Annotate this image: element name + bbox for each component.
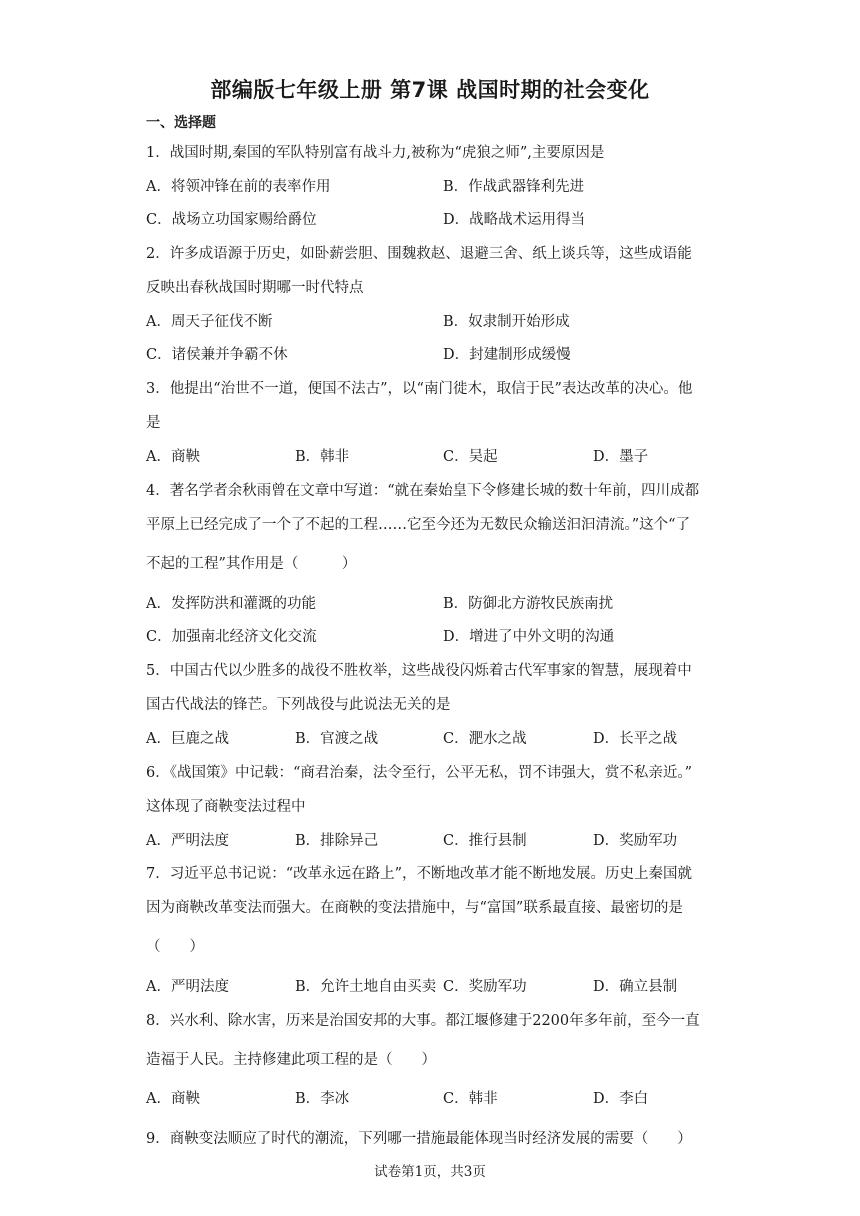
page-footer: 试卷第1页，共3页 bbox=[374, 1164, 486, 1180]
question-9-text: 9．商鞅变法顺应了时代的潮流，下列哪一措施最能体现当时经济发展的需要（ ） bbox=[146, 1131, 692, 1147]
q4-option-d: D．增进了中外文明的沟通 bbox=[443, 629, 615, 645]
q4-option-c: C．加强南北经济文化交流 bbox=[146, 629, 317, 645]
question-7-text-cont2: （ ） bbox=[146, 939, 204, 955]
q3-option-c: C．吴起 bbox=[443, 449, 498, 465]
q2-option-c: C．诸侯兼并争霸不休 bbox=[146, 347, 288, 363]
q1-option-c: C．战场立功国家赐给爵位 bbox=[146, 212, 317, 228]
q3-option-a: A．商鞅 bbox=[146, 449, 200, 465]
question-4-text-cont2: 不起的工程”其作用是（ ） bbox=[146, 556, 357, 572]
q3-option-b: B．韩非 bbox=[295, 449, 350, 465]
q1-option-d: D．战略战术运用得当 bbox=[443, 212, 586, 228]
question-7-text: 7．习近平总书记说：“改革永远在路上”，不断地改革才能不断地发展。历史上秦国就 bbox=[146, 866, 693, 882]
question-8-text-cont: 造福于人民。主持修建此项工程的是（ ） bbox=[146, 1052, 436, 1068]
q3-option-d: D．墨子 bbox=[593, 449, 649, 465]
q8-option-b: B．李冰 bbox=[295, 1091, 350, 1107]
question-7-text-cont: 因为商鞅改革变法而强大。在商鞅的变法措施中，与“富国”联系最直接、最密切的是 bbox=[146, 900, 683, 916]
q6-option-c: C．推行县制 bbox=[443, 833, 527, 849]
question-2-text: 2．许多成语源于历史，如卧薪尝胆、围魏救赵、退避三舍、纸上谈兵等，这些成语能 bbox=[146, 246, 692, 262]
q8-option-c: C．韩非 bbox=[443, 1091, 498, 1107]
q7-option-a: A．严明法度 bbox=[146, 979, 229, 995]
q7-option-c: C．奖励军功 bbox=[443, 979, 527, 995]
question-5-text: 5．中国古代以少胜多的战役不胜枚举，这些战役闪烁着古代军事家的智慧，展现着中 bbox=[146, 663, 692, 679]
question-5-text-cont: 国古代战法的锋芒。下列战役与此说法无关的是 bbox=[146, 697, 451, 713]
q6-option-a: A．严明法度 bbox=[146, 833, 229, 849]
question-8-text: 8．兴水利、除水害，历来是治国安邦的大事。都江堰修建于2200年多年前，至今一直 bbox=[146, 1013, 700, 1029]
q5-option-d: D．长平之战 bbox=[593, 731, 678, 747]
question-1-text: 1．战国时期,秦国的军队特别富有战斗力,被称为“虎狼之师”,主要原因是 bbox=[146, 145, 605, 161]
q6-option-d: D．奖励军功 bbox=[593, 833, 678, 849]
q2-option-a: A．周天子征伐不断 bbox=[146, 314, 273, 330]
q7-option-d: D．确立县制 bbox=[593, 979, 678, 995]
q8-option-d: D．李白 bbox=[593, 1091, 649, 1107]
question-2-text-cont: 反映出春秋战国时期哪一时代特点 bbox=[146, 280, 364, 296]
section-heading: 一、选择题 bbox=[146, 115, 216, 131]
q5-option-c: C．淝水之战 bbox=[443, 731, 527, 747]
q5-option-a: A．巨鹿之战 bbox=[146, 731, 229, 747]
q1-option-a: A．将领冲锋在前的表率作用 bbox=[146, 179, 331, 195]
q8-option-a: A．商鞅 bbox=[146, 1091, 200, 1107]
q4-option-a: A．发挥防洪和灌溉的功能 bbox=[146, 596, 316, 612]
question-6-text: 6．《战国策》中记载：“商君治秦，法令至行，公平无私，罚不讳强大，赏不私亲近。” bbox=[146, 765, 693, 781]
q5-option-b: B．官渡之战 bbox=[295, 731, 379, 747]
question-6-text-cont: 这体现了商鞅变法过程中 bbox=[146, 799, 306, 815]
page-title: 部编版七年级上册 第7课 战国时期的社会变化 bbox=[210, 78, 650, 102]
q2-option-d: D．封建制形成缓慢 bbox=[443, 347, 571, 363]
question-4-text-cont: 平原上已经完成了一个了不起的工程……它至今还为无数民众输送汩汩清流。”这个“了 bbox=[146, 517, 691, 533]
q6-option-b: B．排除异己 bbox=[295, 833, 379, 849]
question-3-text-cont: 是 bbox=[146, 415, 161, 431]
q7-option-b: B．允许土地自由买卖 bbox=[295, 979, 437, 995]
q1-option-b: B．作战武器锋利先进 bbox=[443, 179, 585, 195]
question-4-text: 4．著名学者余秋雨曾在文章中写道：“就在秦始皇下令修建长城的数十年前，四川成都 bbox=[146, 483, 700, 499]
q2-option-b: B．奴隶制开始形成 bbox=[443, 314, 570, 330]
question-3-text: 3．他提出“治世不一道，便国不法古”，以“南门徙木，取信于民”表达改革的决心。他 bbox=[146, 381, 693, 397]
q4-option-b: B．防御北方游牧民族南扰 bbox=[443, 596, 614, 612]
